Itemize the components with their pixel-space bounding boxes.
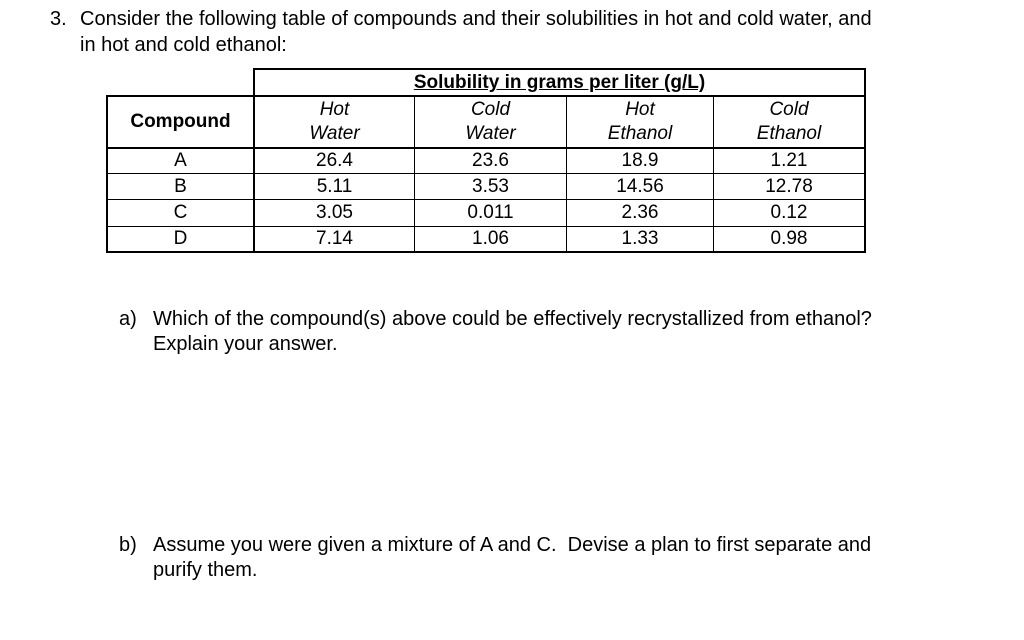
table-cell-compound: D [173,228,188,249]
part-b-text-line-2: purify them. [153,559,258,581]
table-cell-value: 0.011 [467,202,514,223]
table-border-row-a [106,173,866,174]
table-border-top [255,68,866,70]
table-cell-value: 1.33 [621,228,659,249]
table-border-right [864,68,866,253]
table-cell-value: 0.98 [770,228,808,249]
column-header-cold-water: Cold [470,99,511,120]
table-border-row-b [106,199,866,200]
table-cell-value: 2.36 [621,202,659,223]
table-cell-value: 26.4 [316,150,353,171]
table-cell-compound: B [174,176,187,197]
column-header-hot-water: Hot [319,99,350,120]
table-cell-value: 3.05 [316,202,353,223]
table-cell-value: 12.78 [765,176,813,197]
table-cell-value: 0.12 [770,202,808,223]
table-cell-compound: C [173,202,188,223]
part-a-label: a) [119,308,137,330]
table-cell-value: 5.11 [316,176,353,197]
table-border-row-c [106,226,866,227]
table-border-header-bottom [106,147,866,149]
part-a-text-line-1: Which of the compound(s) above could be effectively recrystallized from ethanol? [153,308,872,330]
table-cell-value: 14.56 [616,176,664,197]
table-cell-value: 1.21 [770,150,808,171]
table-compound-header: Compound [130,111,231,132]
question-text-line-2: in hot and cold ethanol: [80,34,287,56]
table-cell-value: 7.14 [316,228,353,249]
table-group-header: Solubility in grams per liter (g/L) [413,72,706,93]
part-b-label: b) [119,534,137,556]
table-border-bottom [106,251,866,253]
table-cell-value: 18.9 [621,150,659,171]
column-header-cold-ethanol: Cold [769,99,809,120]
table-cell-value: 23.6 [472,150,509,171]
column-header-hot-ethanol: Hot [625,99,655,120]
question-text-line-1: Consider the following table of compounds and their solubilities in hot and cold water, and [80,8,872,30]
table-cell-value: 3.53 [472,176,509,197]
table-border-group-bottom [106,95,866,97]
column-header-hot-ethanol-sub: Ethanol [607,123,673,144]
table-cell-compound: A [174,150,187,171]
part-a-text-line-2: Explain your answer. [153,333,338,355]
column-header-cold-water-sub: Water [465,123,516,144]
column-header-hot-water-sub: Water [309,123,360,144]
table-cell-value: 1.06 [472,228,509,249]
part-b-text-line-1: Assume you were given a mixture of A and C. Devise a plan to first separate and [153,534,872,556]
column-header-cold-ethanol-sub: Ethanol [756,123,822,144]
question-number: 3. [50,8,67,30]
